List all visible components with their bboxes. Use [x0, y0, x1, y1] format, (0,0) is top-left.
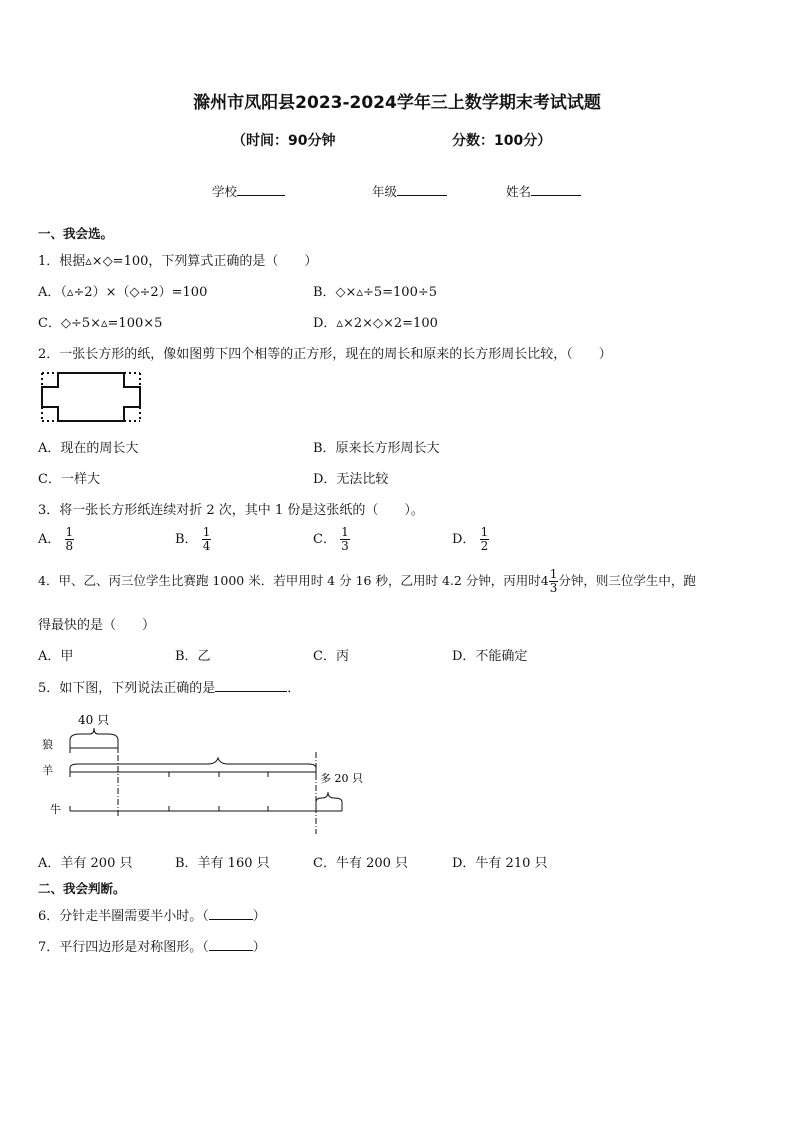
q3-option-a[interactable] — [38, 526, 74, 553]
q4-mixed-den: 3 — [549, 581, 558, 595]
q4-mixed-num: 1 — [549, 567, 558, 581]
section2-heading: 二、我会判断。 — [38, 881, 126, 896]
q7-answer-blank[interactable] — [209, 938, 253, 951]
q1-option-b[interactable]: B．◇×▵÷5=100÷5 — [313, 285, 438, 300]
q2-option-c[interactable]: C．一样大 — [38, 472, 100, 487]
q2-remaining-shape — [42, 373, 140, 421]
q5-brace-40 — [70, 728, 118, 748]
q6-text: 6．分针走半圈需要半小时。 — [38, 909, 203, 924]
name-field — [506, 182, 581, 200]
q3-a-num: 1 — [65, 525, 74, 539]
exam-score: 分数：100分） — [452, 133, 552, 149]
q5-label-more20: 多 20 只 — [320, 772, 363, 785]
section1-heading: 一、我会选。 — [38, 226, 114, 241]
q4-option-c[interactable]: C．丙 — [313, 649, 349, 664]
q1-stem: 1．根据▵×◇=100，下列算式正确的是（ ） — [38, 254, 318, 269]
q3-stem: 3．将一张长方形纸连续对折 2 次，其中 1 份是这张纸的（ ）。 — [38, 503, 424, 518]
q5-stem-end: ． — [287, 681, 301, 696]
q3-b-num: 1 — [202, 525, 211, 539]
q5-option-c[interactable]: C．牛有 200 只 — [313, 856, 409, 871]
q1-option-a[interactable]: A．（▵÷2）×（◇÷2）=100 — [38, 285, 208, 300]
q7-text: 7．平行四边形是对称图形。 — [38, 940, 203, 955]
school-blank[interactable] — [237, 183, 285, 196]
q3-c-den: 3 — [341, 539, 349, 553]
school-label: 学校 — [212, 184, 238, 199]
q5-row-dog: 狼 — [42, 738, 53, 751]
q3-d-label: D． — [452, 532, 476, 547]
q5-stem-text: 5．如下图，下列说法正确的是 — [38, 681, 216, 696]
q5-label-40: 40 只 — [78, 713, 110, 727]
q5-sheep-brace — [70, 758, 316, 772]
q3-option-b[interactable] — [175, 526, 211, 553]
q3-d-den: 2 — [480, 539, 489, 553]
q5-answer-blank[interactable] — [215, 679, 287, 692]
q5-option-d[interactable]: D．牛有 210 只 — [452, 856, 548, 871]
grade-field — [372, 182, 447, 200]
q3-d-num: 1 — [480, 525, 489, 539]
q2-option-d[interactable]: D．无法比较 — [313, 472, 389, 487]
q5-row-sheep: 羊 — [42, 764, 53, 777]
q7: 7．平行四边形是对称图形。（ ） — [38, 940, 266, 955]
name-label: 姓名 — [506, 184, 532, 199]
q2-stem: 2．一张长方形的纸，像如图剪下四个相等的正方形，现在的周长和原来的长方形周长比较，（ ） — [38, 347, 612, 362]
q3-a-den: 8 — [65, 539, 74, 553]
q3-c-label: C． — [313, 532, 336, 547]
grade-label: 年级 — [372, 184, 398, 199]
q5-line-diagram — [36, 708, 376, 836]
q4-option-a[interactable]: A．甲 — [38, 649, 74, 664]
q4-stem-part1: 4．甲、乙、丙三位学生比赛跑 1000 米．若甲用时 4 分 16 秒，乙用时 4.2 分钟，丙用时 — [38, 573, 541, 588]
q3-c-fraction — [340, 526, 350, 553]
q4-option-b[interactable]: B．乙 — [175, 649, 211, 664]
q6: 6．分针走半圈需要半小时。（ ） — [38, 909, 266, 924]
name-blank[interactable] — [531, 183, 581, 196]
q2-cut-rectangle-figure — [38, 369, 144, 425]
q5-brace-more20 — [316, 792, 342, 811]
q6-answer-blank[interactable] — [209, 907, 253, 920]
q5-option-a[interactable]: A．羊有 200 只 — [38, 856, 133, 871]
q4-option-d[interactable]: D．不能确定 — [452, 649, 528, 664]
q4-stem-part2: 分钟，则三位学生中，跑 — [558, 573, 696, 588]
q3-a-fraction — [65, 526, 75, 553]
q3-b-den: 4 — [202, 539, 211, 553]
q2-option-a[interactable]: A．现在的周长大 — [38, 441, 139, 456]
q4-stem-line2: 得最快的是（ ） — [38, 618, 156, 633]
q3-a-label: A． — [38, 532, 61, 547]
q1-option-d[interactable]: D．▵×2×◇×2=100 — [313, 316, 438, 331]
q3-d-fraction — [480, 526, 490, 553]
exam-time: （时间：90分钟 — [232, 133, 336, 149]
q3-c-num: 1 — [341, 525, 349, 539]
q3-option-d[interactable] — [452, 526, 489, 553]
q1-option-c[interactable]: C．◇÷5×▵=100×5 — [38, 316, 163, 331]
q5-row-cow: 牛 — [50, 803, 61, 816]
q3-option-c[interactable] — [313, 526, 350, 553]
q2-option-b[interactable]: B．原来长方形周长大 — [313, 441, 440, 456]
q3-b-fraction — [202, 526, 212, 553]
q3-b-label: B． — [175, 532, 198, 547]
q4-stem — [38, 568, 696, 595]
q5-option-b[interactable]: B．羊有 160 只 — [175, 856, 270, 871]
page-title: 滁州市凤阳县2023-2024学年三上数学期末考试试题 — [193, 93, 601, 113]
school-field — [212, 182, 285, 200]
q5-stem — [38, 677, 300, 696]
q4-mixed-fraction — [549, 568, 559, 595]
grade-blank[interactable] — [397, 183, 447, 196]
q4-mixed-whole: 4 — [540, 573, 549, 588]
